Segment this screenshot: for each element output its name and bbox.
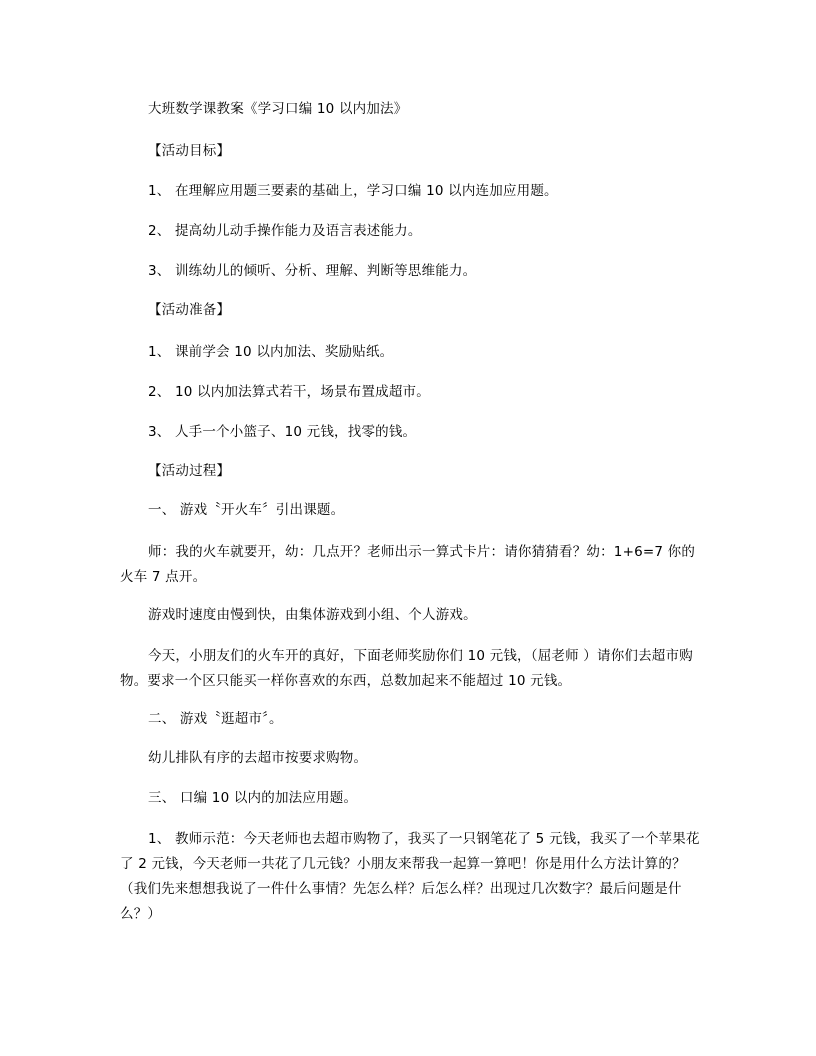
step2-heading: 二、 游戏〝逛超市〞。 <box>148 711 283 727</box>
step1-paragraph-3: 今天，小朋友们的火车开的真好，下面老师奖励你们 10 元钱，（屈老师 ）请你们去超市购物。要求一个区只能买一样你喜欢的东西，总数加起来不能超过 10 元钱。 <box>120 648 693 689</box>
step1-heading: 一、 游戏〝开火车〞引出课题。 <box>148 502 345 518</box>
goal-item-3: 3、 训练幼儿的倾听、分析、理解、判断等思维能力。 <box>148 263 477 279</box>
goal-item-1: 1、 在理解应用题三要素的基础上，学习口编 10 以内连加应用题。 <box>148 183 558 199</box>
step3-paragraph-1: 1、 教师示范：今天老师也去超市购物了，我买了一只钢笔花了 5 元钱，我买了一个苹果花了 2 元钱，今天老师一共花了几元钱？小朋友来帮我一起算一算吧！你是用什么方法计算的？（我们先来想想我说了一件什么事情？先怎么样？后怎么样？出现过几次数字？最后问题是什么？） <box>120 831 700 922</box>
prep-item-2: 2、 10 以内加法算式若干，场景布置成超市。 <box>148 384 430 400</box>
goals-heading: 【活动目标】 <box>148 143 231 159</box>
document-title: 大班数学课教案《学习口编 10 以内加法》 <box>148 101 408 117</box>
step1-paragraph-2: 游戏时速度由慢到快，由集体游戏到小组、个人游戏。 <box>148 607 477 623</box>
step1-paragraph-1: 师：我的火车就要开，幼：几点开？老师出示一算式卡片：请你猜猜看？幼：1+6=7 你的火车 7 点开。 <box>120 544 696 585</box>
step2-paragraph-1: 幼儿排队有序的去超市按要求购物。 <box>148 750 368 766</box>
goal-item-2: 2、 提高幼儿动手操作能力及语言表述能力。 <box>148 223 422 239</box>
prep-item-3: 3、 人手一个小篮子、10 元钱，找零的钱。 <box>148 424 417 440</box>
process-heading: 【活动过程】 <box>148 463 231 479</box>
prep-item-1: 1、 课前学会 10 以内加法、奖励贴纸。 <box>148 344 394 360</box>
step3-heading: 三、 口编 10 以内的加法应用题。 <box>148 790 358 806</box>
prep-heading: 【活动准备】 <box>148 302 231 318</box>
